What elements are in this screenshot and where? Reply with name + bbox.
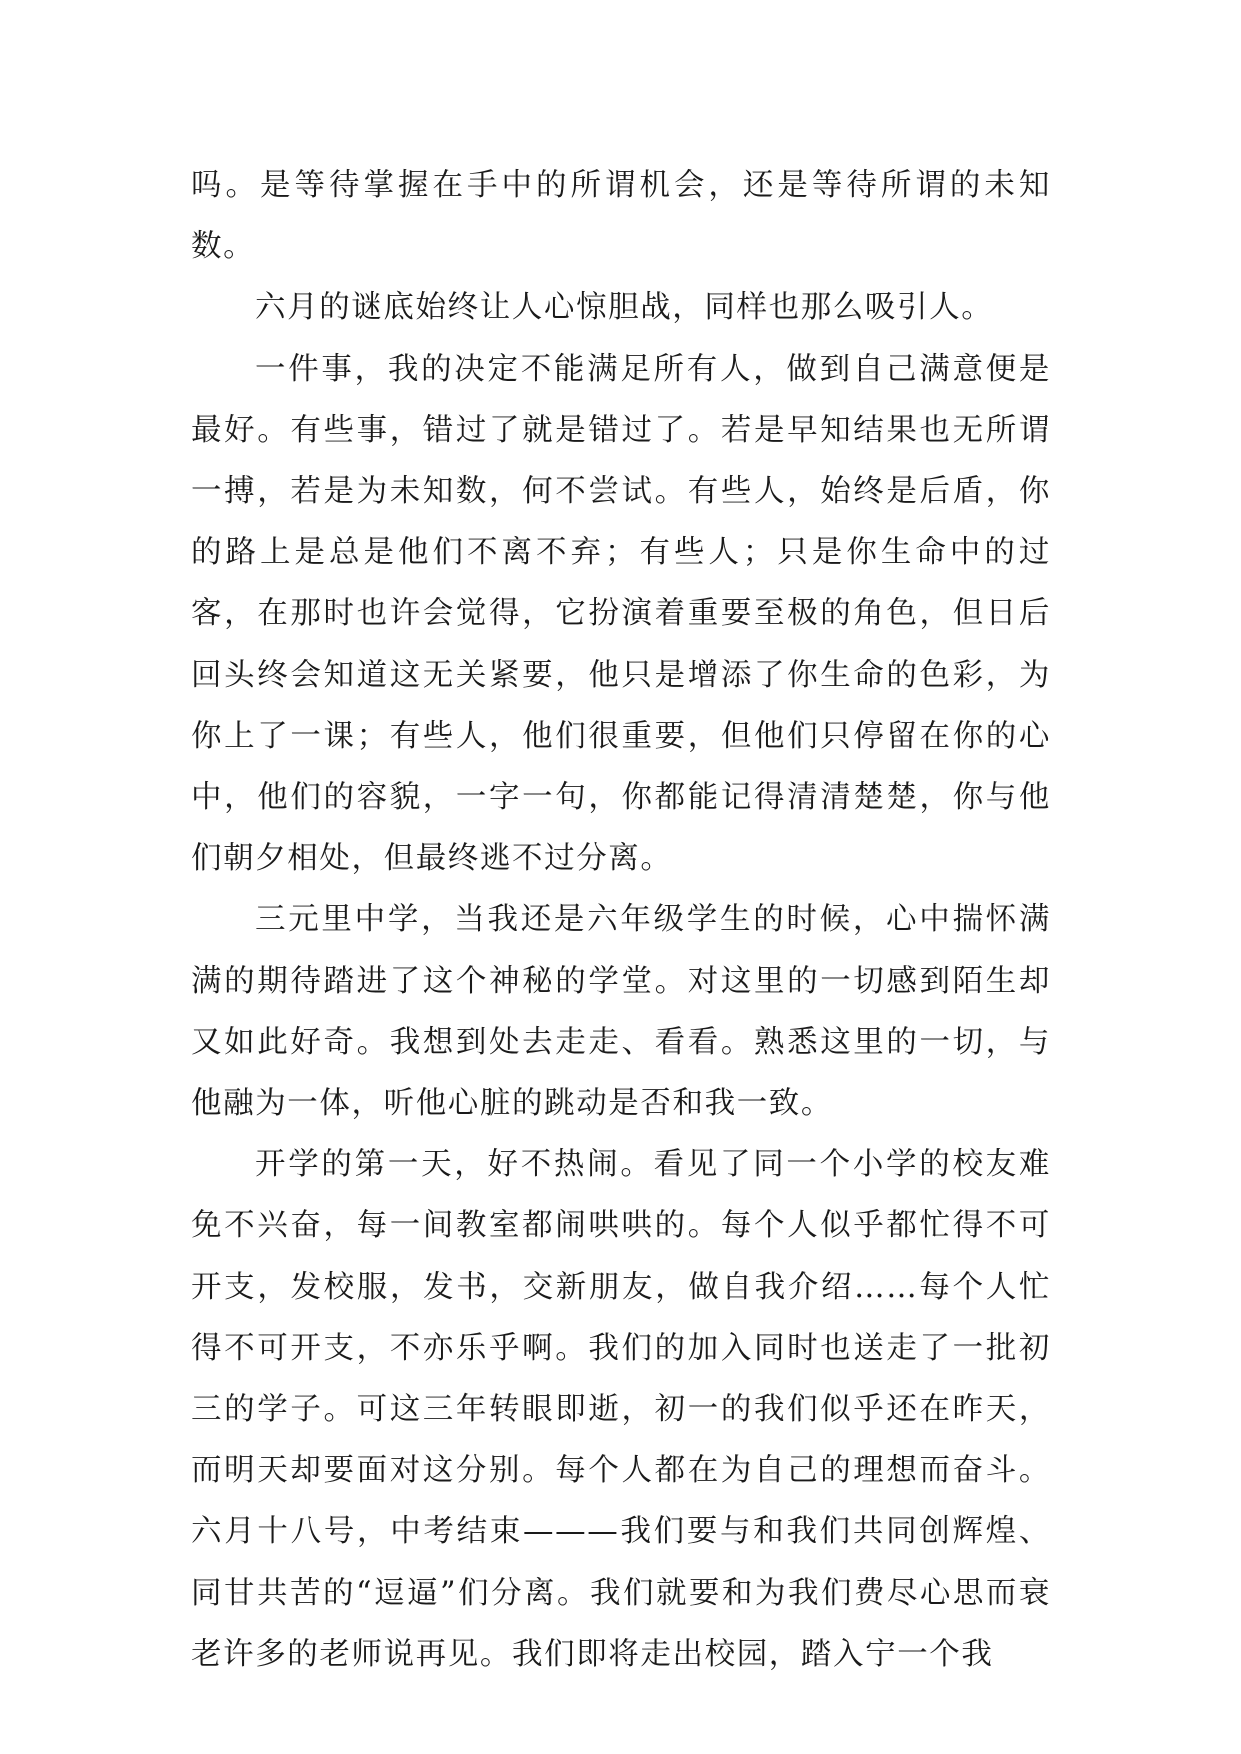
paragraph-school: 三元里中学，当我还是六年级学生的时候，心中揣怀满满的期待踏进了这个神秘的学堂。对这里的一切感到陌生却又如此好奇。我想到处去走走、看看。熟悉这里的一切，与他融为一体，听他心脏的跳动是否和我一致。 [191, 902, 1051, 1122]
paragraph-continuation: 吗。是等待掌握在手中的所谓机会，还是等待所谓的未知数。 [191, 168, 1051, 265]
paragraph-june-riddle: 六月的谜底始终让人心惊胆战，同样也那么吸引人。 [255, 290, 994, 326]
document-body [191, 155, 1051, 1685]
paragraph-people: 一件事，我的决定不能满足所有人，做到自己满意便是最好。有些事，错过了就是错过了。若是早知结果也无所谓一搏，若是为未知数，何不尝试。有些人，始终是后盾，你的路上是总是他们不离不弃；有些人；只是你生命中的过客，在那时也许会觉得，它扮演着重要至极的角色，但日后回头终会知道这无关紧要，他只是增添了你生命的色彩，为你上了一课；有些人，他们很重要，但他们只停留在你的心中，他们的容貌，一字一句，你都能记得清清楚楚，你与他们朝夕相处，但最终逃不过分离。 [191, 351, 1051, 877]
paragraph-first-day: 开学的第一天，好不热闹。看见了同一个小学的校友难免不兴奋，每一间教室都闹哄哄的。每个人似乎都忙得不可开支，发校服，发书，交新朋友，做自我介绍……每个人忙得不可开支，不亦乐乎啊。我们的加入同时也送走了一批初三的学子。可这三年转眼即逝，初一的我们似乎还在昨天，而明天却要面对这分别。每个人都在为自己的理想而奋斗。六月十八号，中考结束———我们要与和我们共同创辉煌、同甘共苦的“逗逼”们分离。我们就要和为我们费尽心思而衰老许多的老师说再见。我们即将走出校园，踏入宁一个我 [191, 1147, 1051, 1672]
